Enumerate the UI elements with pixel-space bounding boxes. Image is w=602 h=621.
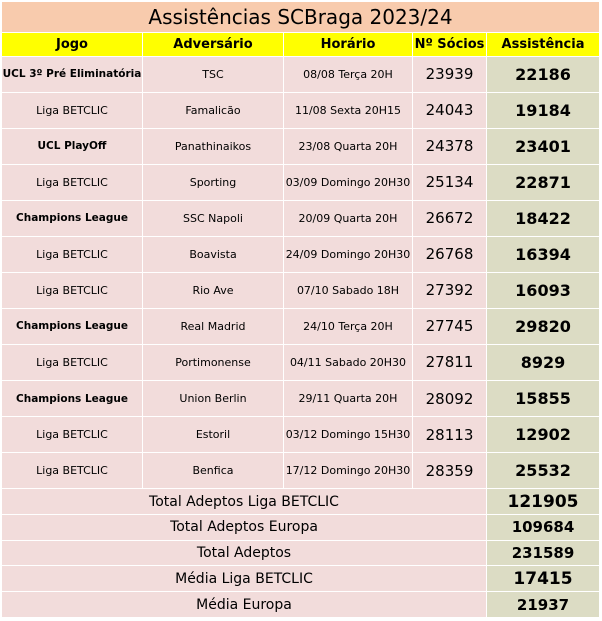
- cell-horario[interactable]: 24/10 Terça 20H: [284, 308, 413, 344]
- summary-row: [2, 489, 600, 515]
- summary-row: [2, 514, 600, 540]
- cell-socios[interactable]: 28092: [413, 381, 487, 417]
- cell-adversario[interactable]: Union Berlin: [143, 381, 284, 417]
- attendance-table: [1, 1, 600, 618]
- cell-horario[interactable]: 08/08 Terça 20H: [284, 56, 413, 92]
- cell-jogo[interactable]: Champions League: [2, 200, 143, 236]
- header-jogo[interactable]: Jogo: [2, 32, 143, 56]
- summary-label[interactable]: Total Adeptos Europa: [2, 514, 487, 540]
- cell-jogo[interactable]: Liga BETCLIC: [2, 92, 143, 128]
- cell-horario[interactable]: 04/11 Sabado 20H30: [284, 344, 413, 380]
- cell-socios[interactable]: 23939: [413, 56, 487, 92]
- cell-horario[interactable]: 03/09 Domingo 20H30: [284, 164, 413, 200]
- cell-jogo[interactable]: Liga BETCLIC: [2, 272, 143, 308]
- summary-value[interactable]: 121905: [487, 489, 600, 515]
- cell-assistencia[interactable]: 22186: [487, 56, 600, 92]
- cell-horario[interactable]: 11/08 Sexta 20H15: [284, 92, 413, 128]
- cell-jogo[interactable]: Liga BETCLIC: [2, 417, 143, 453]
- header-horario[interactable]: Horário: [284, 32, 413, 56]
- table-row: [2, 236, 600, 272]
- summary-label[interactable]: Média Europa: [2, 592, 487, 618]
- cell-jogo[interactable]: Champions League: [2, 381, 143, 417]
- cell-adversario[interactable]: Rio Ave: [143, 272, 284, 308]
- cell-horario[interactable]: 07/10 Sabado 18H: [284, 272, 413, 308]
- table-row: [2, 308, 600, 344]
- table-row: [2, 56, 600, 92]
- cell-socios[interactable]: 27811: [413, 344, 487, 380]
- cell-socios[interactable]: 24378: [413, 128, 487, 164]
- summary-label[interactable]: Total Adeptos: [2, 540, 487, 566]
- header-assistencia[interactable]: Assistência: [487, 32, 600, 56]
- summary-value[interactable]: 17415: [487, 566, 600, 592]
- header-row: [2, 32, 600, 56]
- table-row: [2, 164, 600, 200]
- title-row: [2, 2, 600, 33]
- cell-socios[interactable]: 27392: [413, 272, 487, 308]
- cell-jogo[interactable]: Liga BETCLIC: [2, 453, 143, 489]
- cell-assistencia[interactable]: 22871: [487, 164, 600, 200]
- summary-value[interactable]: 231589: [487, 540, 600, 566]
- cell-adversario[interactable]: TSC: [143, 56, 284, 92]
- cell-socios[interactable]: 27745: [413, 308, 487, 344]
- table-row: [2, 92, 600, 128]
- summary-label[interactable]: Total Adeptos Liga BETCLIC: [2, 489, 487, 515]
- cell-socios[interactable]: 28359: [413, 453, 487, 489]
- cell-assistencia[interactable]: 15855: [487, 381, 600, 417]
- summary-row: [2, 592, 600, 618]
- summary-row: [2, 566, 600, 592]
- summary-row: [2, 540, 600, 566]
- table-row: [2, 272, 600, 308]
- cell-adversario[interactable]: Famalicão: [143, 92, 284, 128]
- cell-jogo[interactable]: Liga BETCLIC: [2, 344, 143, 380]
- cell-adversario[interactable]: Sporting: [143, 164, 284, 200]
- cell-assistencia[interactable]: 12902: [487, 417, 600, 453]
- sheet-title[interactable]: Assistências SCBraga 2023/24: [2, 2, 600, 33]
- header-adversario[interactable]: Adversário: [143, 32, 284, 56]
- cell-assistencia[interactable]: 23401: [487, 128, 600, 164]
- cell-socios[interactable]: 25134: [413, 164, 487, 200]
- cell-horario[interactable]: 20/09 Quarta 20H: [284, 200, 413, 236]
- cell-adversario[interactable]: Benfica: [143, 453, 284, 489]
- cell-horario[interactable]: 29/11 Quarta 20H: [284, 381, 413, 417]
- cell-assistencia[interactable]: 8929: [487, 344, 600, 380]
- summary-value[interactable]: 21937: [487, 592, 600, 618]
- cell-horario[interactable]: 03/12 Domingo 15H30: [284, 417, 413, 453]
- cell-jogo[interactable]: Champions League: [2, 308, 143, 344]
- cell-adversario[interactable]: Estoril: [143, 417, 284, 453]
- cell-assistencia[interactable]: 16093: [487, 272, 600, 308]
- cell-adversario[interactable]: Real Madrid: [143, 308, 284, 344]
- cell-horario[interactable]: 24/09 Domingo 20H30: [284, 236, 413, 272]
- header-socios[interactable]: Nº Sócios: [413, 32, 487, 56]
- table-row: [2, 381, 600, 417]
- cell-horario[interactable]: 23/08 Quarta 20H: [284, 128, 413, 164]
- cell-assistencia[interactable]: 25532: [487, 453, 600, 489]
- table-row: [2, 417, 600, 453]
- cell-adversario[interactable]: Panathinaikos: [143, 128, 284, 164]
- cell-assistencia[interactable]: 19184: [487, 92, 600, 128]
- summary-value[interactable]: 109684: [487, 514, 600, 540]
- cell-socios[interactable]: 26768: [413, 236, 487, 272]
- table-row: [2, 128, 600, 164]
- cell-horario[interactable]: 17/12 Domingo 20H30: [284, 453, 413, 489]
- table-row: [2, 200, 600, 236]
- table-row: [2, 453, 600, 489]
- cell-socios[interactable]: 28113: [413, 417, 487, 453]
- cell-jogo[interactable]: UCL PlayOff: [2, 128, 143, 164]
- cell-adversario[interactable]: Portimonense: [143, 344, 284, 380]
- cell-jogo[interactable]: UCL 3º Pré Eliminatória: [2, 56, 143, 92]
- cell-adversario[interactable]: SSC Napoli: [143, 200, 284, 236]
- cell-jogo[interactable]: Liga BETCLIC: [2, 236, 143, 272]
- cell-assistencia[interactable]: 18422: [487, 200, 600, 236]
- cell-socios[interactable]: 24043: [413, 92, 487, 128]
- cell-assistencia[interactable]: 29820: [487, 308, 600, 344]
- cell-adversario[interactable]: Boavista: [143, 236, 284, 272]
- cell-assistencia[interactable]: 16394: [487, 236, 600, 272]
- cell-socios[interactable]: 26672: [413, 200, 487, 236]
- table-row: [2, 344, 600, 380]
- cell-jogo[interactable]: Liga BETCLIC: [2, 164, 143, 200]
- summary-label[interactable]: Média Liga BETCLIC: [2, 566, 487, 592]
